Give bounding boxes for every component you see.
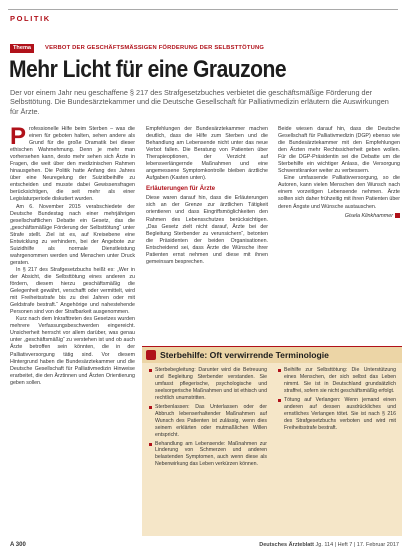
lead-paragraph: Der vor einem Jahr neu geschaffene § 217 des Strafgesetzbuches verbietet die geschäftsmäßige Förderung der Selbsttötung. Die Bundesärztekammer und die Deutsche Gesellschaft für Palliativmedizin erläutern die Auswirkungen für Ärzte. [10,88,389,116]
subheading: Erläuterungen für Ärzte [146,185,216,193]
info-box-item: Beihilfe zur Selbsttötung: Die Unterstützung eines Menschen, der sich selbst das Leben nimmt. Sie ist in Deutschland grundsätzlich straffrei, sofern sie nicht geschäftsmäßig erfolgt. [278,367,396,395]
section-label: POLITIK [10,14,51,23]
info-box-item: Sterbenlassen: Das Unterlassen oder der Abbruch lebenserhaltender Maßnahmen auf Wunsch des Patienten ist zulässig, wenn dies seinem erklärten oder mutmaßlichen Willen entspricht. [149,404,267,439]
top-rule [8,9,398,10]
paragraph: Eine umfassende Palliativversorgung, so die Autoren, kann vielen Menschen den Wunsch nach einem vorzeitigen Lebensende nehmen. Ärzte sollten sich daher frühzeitig mit ihren Patienten über deren Ängste und Wünsche austauschen. [278,175,400,210]
paragraph: In § 217 des Strafgesetzbuchs heißt es: „Wer in der Absicht, die Selbsttötung eines anderen zu fördern, diesem hierzu geschäftsmäßig die Gelegenheit gewährt, verschafft oder vermittelt, wird mit Freiheitsstrafe bis zu drei Jahren oder mit Geldstrafe bestraft.“ Angehörige und nahestehende Personen sind von der Strafbarkeit ausgenommen. [10,266,135,316]
info-box-title: Sterbehilfe: Oft verwirrende Terminologie [160,350,329,360]
byline [278,213,400,220]
paragraph: Am 6. November 2015 verabschiedete der Deutsche Bundestag nach einer mehrjährigen gesellschaftlichen Debatte ein Gesetz, das die „geschäftsmäßige Förderung der Selbsttötung“ unter Strafe stellt. Ziel ist es, auf Kreisebene eine Entwicklung zu verhindern, bei der Angebote zur Suizidhilfe als normale Dienstleistung wahrgenommen werden und Menschen unter Druck geraten. [10,203,135,266]
article-column-2 [146,126,268,340]
paragraph: Diese waren darauf hin, dass die Erläuterungen sich an der Grenze zur ärztlichen Tätigkeit orientieren und dass Eingriffsmöglichkeiten den Rahmen des Lebensschutzes berücksichtigen. „Das Gesetz zielt nicht darauf, Ärzte bei der Begleitung Sterbender zu verunsichern“, betonten die Präsidenten der beiden Organisationen. Entscheidend sei, dass Ärzte die Wünsche ihrer Patienten ernst nehmen und diese mit ihnen gemeinsam besprechen. [146,195,268,265]
drop-cap: P [10,126,27,150]
info-box-header [142,347,402,363]
journal-name: Deutsches Ärzteblatt [259,542,314,548]
paragraph: rofessionelle Hilfe beim Sterben – was die einen für geboten halten, sehen andere als Grund für die große Dramatik bei dieser ethischen Wahrnehmung. Denn je mehr man vorhersehen kann, desto mehr sehen sich Ärzte in Fragen, die weit über den medizinischen Rahmen hinausgehen. Die Politik hatte Anfang des Jahres über eine Neuregelung der Suizidbeihilfe zu entscheiden und musste dabei Gewissensfragen berücksichtigen, die seit mehr als einer Legislaturperiode diskutiert wurden. [10,126,135,203]
author-name: Gisela Klinkhammer [344,212,393,219]
info-box-column-left [149,367,267,470]
info-box [142,346,402,536]
paragraph: Beide wiesen darauf hin, dass die Deutsche Gesellschaft für Palliativmedizin (DGP) ebenso wie die Bundesärztekammer mit den Empfehlungen den Ärzten mehr Rechtssicherheit geben wollen. Für die DGP-Präsidentin sei die Debatte um die Sterbehilfe ein wichtiger Anlass, die Versorgung Schwerstkranker weiter zu verbessern. [278,126,400,175]
kicker-tag: Thema [10,44,34,53]
page-number: A 300 [10,542,26,548]
journal-footer [259,542,399,548]
headline: Mehr Licht für eine Grauzone [9,56,287,83]
article-column-1 [10,126,135,541]
info-box-column-right [278,367,396,434]
info-box-item: Behandlung am Lebensende: Maßnahmen zur Linderung von Schmerzen und anderen belastenden Symptomen, auch wenn diese als Nebenwirkung das Leben verkürzen können. [149,441,267,469]
journal-issue: Jg. 114 | Heft 7 | 17. Februar 2017 [315,542,399,548]
paragraph: Empfehlungen der Bundesärztekammer machen deutlich, dass die Hilfe zum Sterben und die Behandlung am Lebensende nicht unter das neue Verbot fallen. Die Beratung von Patienten über Therapieoptionen, der Verzicht auf lebensverlängernde Maßnahmen und eine angemessene Symptomkontrolle bleiben ärztliche Aufgaben (Kasten unten). [146,126,268,182]
end-mark-icon [395,213,400,218]
article-column-3 [278,126,400,340]
kicker: VERBOT DER GESCHÄFTSMÄSSIGEN FÖRDERUNG DER SELBSTTÖTUNG [45,45,265,51]
info-box-item: Sterbebegleitung: Darunter wird die Betreuung und Begleitung Sterbender verstanden. Sie umfasst pflegerische, psychologische und seelsorgerische Maßnahmen und ist ethisch und rechtlich unumstritten. [149,367,267,402]
info-box-item: Tötung auf Verlangen: Wenn jemand einen anderen auf dessen ausdrückliches und ernstliches Verlangen tötet. Sie ist nach § 216 des Strafgesetzbuchs verboten und wird mit Freiheitsstrafe bestraft. [278,397,396,432]
info-box-icon [146,350,156,360]
paragraph: Kurz nach dem Inkrafttreten des Gesetzes wurden mehrere Verfassungsbeschwerden eingereicht. Unsicherheit herrscht vor allem darüber, was genau unter „geschäftsmäßig“ zu verstehen ist und ob auch Ärzte betroffen sein könnten, die in der Palliativversorgung tätig sind. Vor diesem Hintergrund haben die Bundesärztekammer und die Deutsche Gesellschaft für Palliativmedizin Hinweise erarbeitet, die den Ärztinnen und Ärzten Orientierung geben sollen. [10,316,135,386]
